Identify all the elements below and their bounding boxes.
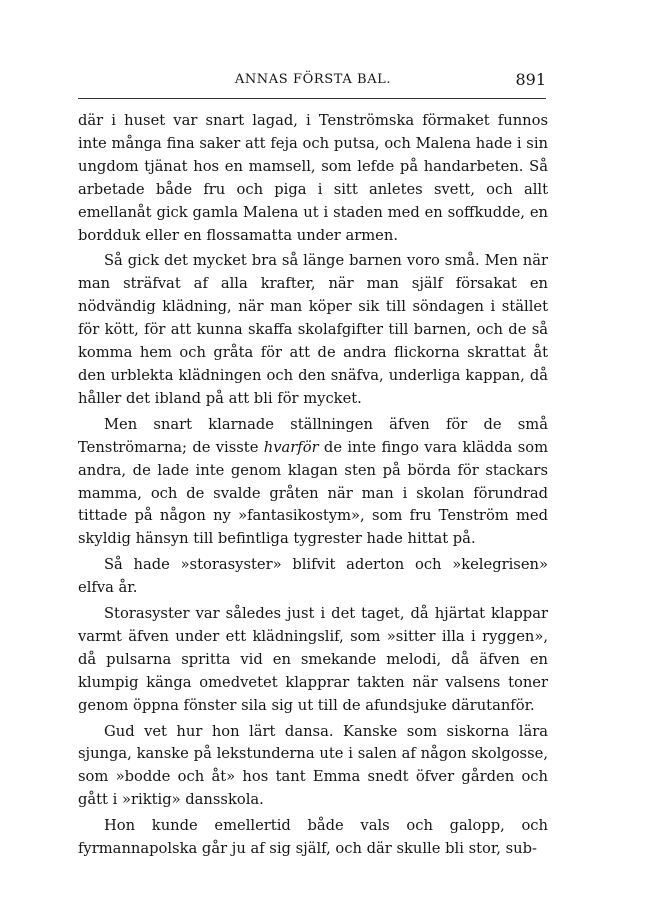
body-text	[78, 110, 548, 861]
paragraph: Gud vet hur hon lärt dansa. Kanske som siskorna lära sjunga, kanske på lekstunderna ute i salen af någon skolgosse, som »bodde och åt» hos tant Emma snedt öfver gården och gått i »riktig» dansskola.	[78, 722, 548, 809]
emphasized-word: hvarför	[263, 438, 319, 456]
paragraph: Hon kunde emellertid både vals och galopp, och fyrmannapolska går ju af sig själf, och där skulle bli stor, sub-	[78, 817, 548, 858]
paragraph-text: de inte fingo vara klädda som andra, de lade inte genom klagan sten på börda för stackars mamma, och de svalde gråten när man i skolan förundrad tittade på någon ny »fantasikostym», som fru Tenström med skyldig hänsyn till befintliga tygrester hade hittat på.	[78, 438, 548, 548]
paragraph: Så hade »storasyster» blifvit aderton och »kelegrisen» elfva år.	[78, 556, 548, 597]
running-head	[78, 72, 548, 96]
page-number: 891	[515, 70, 546, 89]
running-title: ANNAS FÖRSTA BAL.	[234, 72, 392, 87]
header-rule	[78, 98, 546, 99]
paragraph: Så gick det mycket bra så länge barnen voro små. Men när man sträfvat af alla krafter, när man själf försakat en nödvändig klädning, när man köper sik till söndagen i stället för kött, för att kunna skaffa skolafgifter till barnen, och de så komma hem och gråta för att de andra flickorna skrattat åt den urblekta klädningen och den snäfva, underliga kappan, då håller det ibland på att bli för mycket.	[78, 252, 548, 407]
paragraph: där i huset var snart lagad, i Tenströmska förmaket funnos inte många fina saker att feja och putsa, och Malena hade i sin ungdom tjänat hos en mamsell, som lefde på handarbeten. Så arbetade både fru och piga i sitt anletes svett, och allt emellanåt gick gamla Malena ut i staden med en soffkudde, en bordduk eller en flossamatta under armen.	[78, 112, 548, 244]
paragraph	[78, 414, 548, 551]
paragraph: Storasyster var således just i det taget, då hjärtat klappar varmt äfven under ett klädningslif, som »sitter illa i ryggen», då pulsarna spritta vid en smekande melodi, då äfven en klumpig känga omedvetet klapprar takten när valsens toner genom öppna fönster sila sig ut till de afundsjuke därutanför.	[78, 605, 548, 714]
paragraph-text: Men snart klarnade ställningen äfven för de små Tenströmarna; de visste	[78, 415, 548, 456]
